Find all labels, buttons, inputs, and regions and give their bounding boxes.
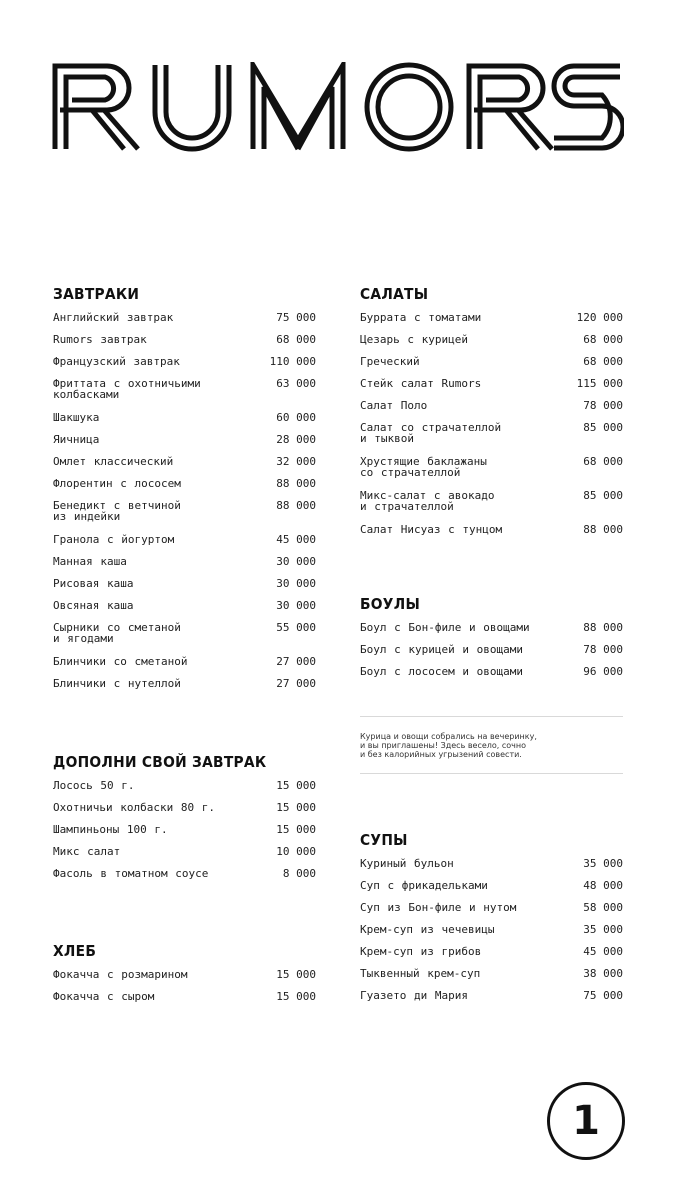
menu-item — [53, 378, 316, 412]
menu-item-name: Куриный бульон — [360, 857, 454, 870]
menu-item-price: 30 000 — [276, 599, 316, 612]
menu-item-name: Фриттата с охотничьими колбасками — [53, 377, 201, 401]
section-bread — [53, 941, 316, 1013]
menu-item-price: 75 000 — [276, 311, 316, 324]
menu-item — [53, 534, 316, 556]
menu-item — [53, 600, 316, 622]
menu-item — [360, 880, 623, 902]
menu-item-price: 88 000 — [583, 523, 623, 536]
menu-item — [53, 780, 316, 802]
menu-column-right — [360, 0, 623, 1200]
menu-item-price: 78 000 — [583, 399, 623, 412]
menu-item-name: Суп с фрикадельками — [360, 879, 488, 892]
section-title: СУПЫ — [360, 831, 408, 849]
menu-item-price: 63 000 — [276, 377, 316, 390]
menu-item-price: 30 000 — [276, 555, 316, 568]
menu-item — [360, 622, 623, 644]
section-title: ДОПОЛНИ СВОЙ ЗАВТРАК — [53, 753, 267, 771]
menu-item-price: 45 000 — [276, 533, 316, 546]
menu-item-price: 75 000 — [583, 989, 623, 1002]
menu-item — [360, 924, 623, 946]
menu-item — [360, 902, 623, 924]
menu-item-name: Микс-салат с авокадо и страчателлой — [360, 489, 495, 513]
items-list — [360, 312, 623, 546]
menu-item-name: Салат Поло — [360, 399, 428, 412]
section-title: ХЛЕБ — [53, 942, 97, 960]
menu-item-name: Охотничьи колбаски 80 г. — [53, 801, 215, 814]
menu-item-name: Яичница — [53, 433, 100, 446]
menu-item-name: Rumors завтрак — [53, 333, 147, 346]
menu-item-price: 58 000 — [583, 901, 623, 914]
items-list — [360, 858, 623, 1012]
menu-item — [360, 334, 623, 356]
menu-item-name: Греческий — [360, 355, 420, 368]
menu-item — [360, 858, 623, 880]
menu-item-name: Стейк салат Rumors — [360, 377, 482, 390]
menu-item-name: Бенедикт с ветчиной из индейки — [53, 499, 181, 523]
menu-item-name: Салат Нисуаз с тунцом — [360, 523, 503, 536]
menu-item-price: 8 000 — [282, 867, 316, 880]
menu-item-price: 15 000 — [276, 990, 316, 1003]
items-list — [53, 780, 316, 890]
section-breakfast — [53, 284, 316, 700]
menu-item-price: 68 000 — [583, 355, 623, 368]
menu-item-name: Боул с лососем и овощами — [360, 665, 523, 678]
menu-item-name: Цезарь с курицей — [360, 333, 468, 346]
menu-item-name: Блинчики с нутеллой — [53, 677, 181, 690]
menu-item-name: Овсяная каша — [53, 599, 134, 612]
menu-item-price: 28 000 — [276, 433, 316, 446]
section-title: БОУЛЫ — [360, 595, 421, 613]
menu-item-name: Боул с Бон-филе и овощами — [360, 621, 530, 634]
menu-item-price: 32 000 — [276, 455, 316, 468]
menu-item — [53, 868, 316, 890]
menu-item — [360, 524, 623, 546]
menu-item-name: Хрустящие баклажаны со страчателлой — [360, 455, 487, 479]
menu-item-name: Гуазето ди Мария — [360, 989, 468, 1002]
menu-column-left — [53, 0, 316, 1200]
items-list — [53, 969, 316, 1013]
menu-item-name: Крем-суп из грибов — [360, 945, 482, 958]
menu-item-price: 27 000 — [276, 677, 316, 690]
menu-item — [53, 312, 316, 334]
menu-item-name: Фокачча с сыром — [53, 990, 155, 1003]
menu-item-name: Крем-суп из чечевицы — [360, 923, 495, 936]
menu-item-name: Салат со страчателлой и тыквой — [360, 421, 502, 445]
menu-item — [53, 556, 316, 578]
menu-item-name: Фокачча с розмарином — [53, 968, 188, 981]
menu-item-price: 55 000 — [276, 621, 316, 634]
menu-item — [53, 846, 316, 868]
menu-item — [53, 656, 316, 678]
menu-item — [360, 356, 623, 378]
section-title: ЗАВТРАКИ — [53, 285, 140, 303]
menu-item-name: Английский завтрак — [53, 311, 174, 324]
menu-item-price: 85 000 — [583, 489, 623, 502]
menu-item — [360, 990, 623, 1012]
menu-item-name: Флорентин с лососем — [53, 477, 181, 490]
menu-item-price: 88 000 — [276, 477, 316, 490]
menu-item-price: 68 000 — [583, 455, 623, 468]
menu-item-price: 68 000 — [276, 333, 316, 346]
menu-item-price: 45 000 — [583, 945, 623, 958]
menu-item — [53, 356, 316, 378]
menu-item — [360, 422, 623, 456]
menu-item-price: 15 000 — [276, 823, 316, 836]
menu-item — [53, 578, 316, 600]
menu-item-price: 110 000 — [269, 355, 316, 368]
menu-item — [53, 991, 316, 1013]
menu-item-name: Шакшука — [53, 411, 100, 424]
menu-item-name: Рисовая каша — [53, 577, 134, 590]
menu-item-name: Тыквенный крем-суп — [360, 967, 481, 980]
menu-item-price: 120 000 — [576, 311, 623, 324]
menu-item-price: 48 000 — [583, 879, 623, 892]
menu-item-price: 35 000 — [583, 857, 623, 870]
menu-item — [360, 490, 623, 524]
menu-item-price: 15 000 — [276, 968, 316, 981]
menu-item-name: Французский завтрак — [53, 355, 180, 368]
menu-item-price: 60 000 — [276, 411, 316, 424]
section-title: САЛАТЫ — [360, 285, 429, 303]
menu-item-name: Микс салат — [53, 845, 121, 858]
items-list — [53, 312, 316, 700]
menu-item — [360, 946, 623, 968]
menu-item — [360, 378, 623, 400]
menu-item-name: Боул с курицей и овощами — [360, 643, 523, 656]
menu-item — [360, 456, 623, 490]
menu-item — [53, 434, 316, 456]
menu-item-price: 88 000 — [276, 499, 316, 512]
menu-item — [360, 666, 623, 688]
menu-item — [360, 968, 623, 990]
menu-item-name: Манная каша — [53, 555, 127, 568]
menu-item-price: 15 000 — [276, 801, 316, 814]
menu-item-name: Буррата с томатами — [360, 311, 482, 324]
bowls-note: Курица и овощи собрались на вечеринку, и вы приглашены! Здесь весело, сочно и без калорийных угрызений совести. — [360, 716, 623, 774]
menu-item-name: Блинчики со сметаной — [53, 655, 188, 668]
menu-item-name: Омлет классический — [53, 455, 174, 468]
menu-item-price: 68 000 — [583, 333, 623, 346]
menu-item — [53, 500, 316, 534]
menu-item — [53, 456, 316, 478]
menu-item-name: Фасоль в томатном соусе — [53, 867, 209, 880]
menu-item-name: Сырники со сметаной и ягодами — [53, 621, 181, 645]
menu-item-price: 88 000 — [583, 621, 623, 634]
menu-item-name: Лосось 50 г. — [53, 779, 135, 792]
menu-item-price: 30 000 — [276, 577, 316, 590]
menu-item-name: Шампиньоны 100 г. — [53, 823, 168, 836]
section-soups — [360, 830, 623, 1012]
menu-item-price: 96 000 — [583, 665, 623, 678]
section-bowls — [360, 594, 623, 688]
menu-item — [53, 678, 316, 700]
menu-item — [53, 824, 316, 846]
menu-item — [360, 312, 623, 334]
menu-item-price: 115 000 — [576, 377, 623, 390]
menu-item-name: Гранола с йогуртом — [53, 533, 175, 546]
menu-item — [53, 802, 316, 824]
menu-item — [53, 334, 316, 356]
menu-item — [53, 969, 316, 991]
menu-item-price: 78 000 — [583, 643, 623, 656]
items-list — [360, 622, 623, 688]
page-number-badge: 1 — [547, 1082, 625, 1160]
menu-item-name: Суп из Бон-филе и нутом — [360, 901, 517, 914]
menu-item-price: 38 000 — [583, 967, 623, 980]
menu-item — [53, 622, 316, 656]
menu-item-price: 15 000 — [276, 779, 316, 792]
menu-item-price: 35 000 — [583, 923, 623, 936]
menu-item — [53, 412, 316, 434]
menu-item-price: 10 000 — [276, 845, 316, 858]
section-salads — [360, 284, 623, 546]
section-addons — [53, 752, 316, 890]
menu-item-price: 85 000 — [583, 421, 623, 434]
menu-item — [360, 400, 623, 422]
menu-item — [360, 644, 623, 666]
menu-item — [53, 478, 316, 500]
menu-item-price: 27 000 — [276, 655, 316, 668]
